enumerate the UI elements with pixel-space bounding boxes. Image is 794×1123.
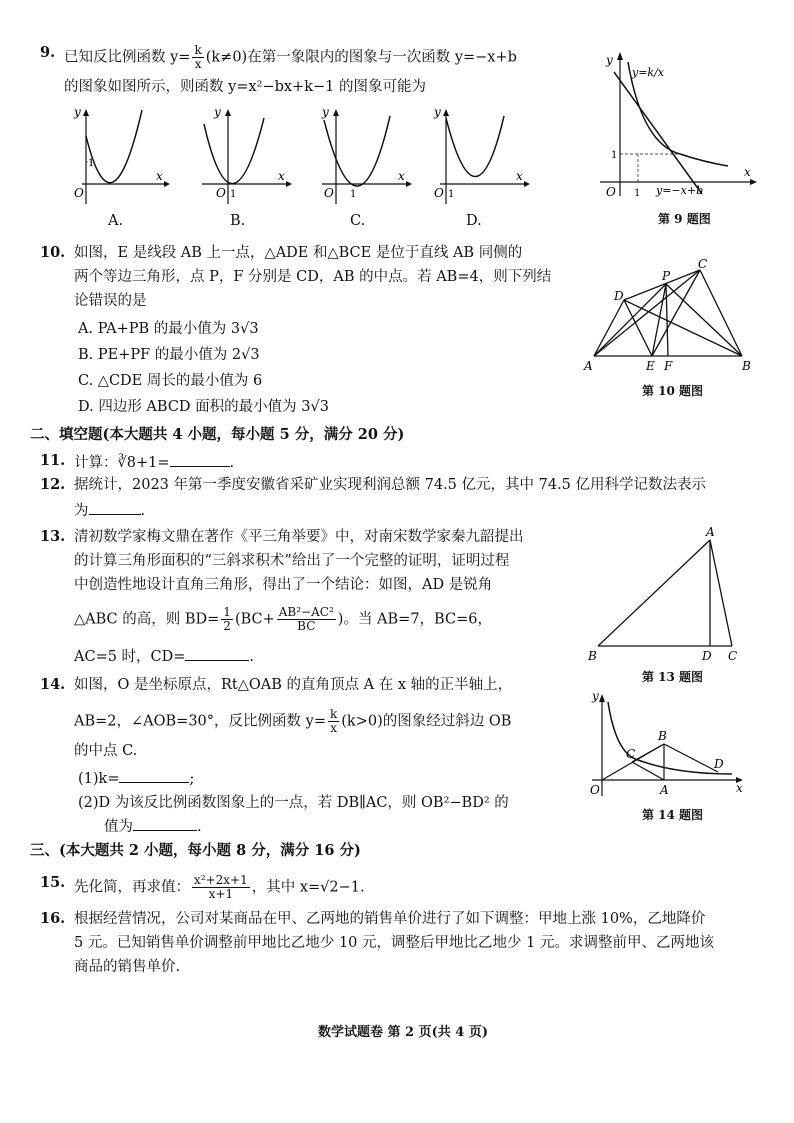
q10-line1: 如图，E 是线段 AB 上一点，△ADE 和△BCE 是位于直线 AB 同侧的 — [74, 245, 523, 261]
q13-number: 13. — [40, 528, 66, 545]
q9-option-b-graph — [194, 106, 294, 206]
q10-option-c: C. △CDE 周长的最小值为 6 — [78, 373, 263, 389]
q14-line3: 的中点 C. — [74, 743, 138, 759]
q9a-axis-y: y — [74, 106, 81, 119]
q13-point-d: D — [702, 649, 712, 663]
q13-end: . — [249, 649, 255, 665]
q13-line4-c: )。当 AB=7，BC=6， — [337, 611, 492, 628]
q10-caption: 第 10 题图 — [642, 384, 704, 398]
q14-sub2: (2)D 为该反比例函数图象上的一点，若 DB∥AC，则 OB²−BD² 的 — [78, 795, 509, 811]
q16-number: 16. — [40, 910, 66, 927]
q9-option-a-label: A. — [108, 213, 124, 229]
q13-figure — [584, 520, 754, 666]
q9b-axis-y: y — [214, 106, 221, 119]
section2-title: 二、填空题(本大题共 4 小题，每小题 5 分，满分 20 分) — [30, 426, 405, 443]
q9b-origin: O — [216, 186, 226, 200]
q9fig-one-y: 1 — [611, 150, 618, 161]
q9c-axis-y: y — [322, 106, 329, 119]
q12-end: . — [140, 503, 146, 519]
q14-sub1-blank[interactable] — [119, 768, 189, 783]
q9fig-one-x: 1 — [634, 188, 641, 199]
q13-line4 — [74, 606, 492, 633]
q10-point-p: P — [662, 269, 671, 283]
q13-line5-text: AC=5 时，CD= — [74, 649, 186, 665]
q13-point-c: C — [728, 649, 738, 663]
q9-frac — [192, 44, 203, 71]
q10-option-a: A. PA+PB 的最小值为 3√3 — [78, 321, 259, 337]
q13-half — [221, 606, 233, 633]
q9-figure — [594, 44, 764, 200]
q15-frac — [192, 874, 250, 901]
q14-sub1-text: (1)k= — [78, 771, 120, 787]
q12-line1: 据统计，2023 年第一季度安徽省采矿业实现利润总额 74.5 亿元，其中 74.5 亿用科学记数法表示 — [74, 477, 707, 493]
q15-text-b: ，其中 x=√2−1. — [251, 879, 365, 896]
q11-text: 计算：∛8+1= — [74, 455, 170, 471]
q10-option-b: B. PE+PF 的最小值为 2√3 — [78, 347, 260, 363]
q14-point-b: B — [658, 729, 667, 743]
q12-line2-text: 为 — [74, 503, 89, 519]
q13-line4-b: (BC+ — [234, 611, 275, 628]
q14-origin: O — [590, 783, 600, 797]
q13-half-num: 1 — [223, 605, 231, 619]
q9a-origin: O — [74, 186, 84, 200]
q13-frac-num: AB²−AC² — [278, 605, 334, 619]
q10-point-b: B — [742, 359, 751, 373]
q9-option-d-graph — [432, 106, 532, 206]
q11-number: 11. — [40, 452, 66, 469]
q10-line2: 两个等边三角形，点 P，F 分别是 CD，AB 的中点。若 AB=4，则下列结 — [74, 269, 552, 285]
q9b-one: 1 — [230, 189, 237, 200]
q11-answer-blank[interactable] — [170, 452, 230, 467]
q9c-origin: O — [324, 186, 334, 200]
q9-number: 9. — [40, 44, 56, 61]
q9-line1-b: (k≠0)在第一象限内的图象与一次函数 y=−x+b — [205, 49, 517, 66]
page-footer: 数学试题卷 第 2 页(共 4 页) — [318, 1025, 489, 1040]
q9d-axis-y: y — [434, 106, 441, 119]
q14-line2 — [74, 708, 511, 735]
q9fig-axis-y: y — [606, 53, 613, 67]
q9a-one: 1 — [88, 158, 95, 169]
q13-point-a: A — [706, 525, 715, 539]
q13-frac — [277, 606, 336, 633]
section3-title: 三、(本大题共 2 小题，每小题 8 分，满分 16 分) — [30, 842, 361, 859]
q14-sub2-b-text: 值为 — [104, 819, 133, 835]
q13-answer-blank[interactable] — [185, 646, 249, 661]
q14-caption: 第 14 题图 — [642, 808, 704, 822]
q16-line3: 商品的销售单价. — [74, 959, 181, 975]
q9-frac-x: x — [194, 57, 202, 71]
q15-text-a: 先化简，再求值： — [74, 879, 190, 896]
q15-line — [74, 874, 365, 901]
q14-sub2-blank[interactable] — [133, 816, 197, 831]
q9-option-c-graph — [314, 106, 414, 206]
q10-point-d: D — [614, 289, 624, 303]
q14-figure — [586, 688, 756, 800]
q9fig-axis-x: x — [744, 165, 751, 179]
q9-line2: 的图象如图所示，则函数 y=x²−bx+k−1 的图象可能为 — [64, 79, 426, 95]
q14-point-d: D — [714, 757, 724, 771]
q10-line3: 论错误的是 — [74, 293, 147, 309]
q14-axis-x: x — [736, 781, 743, 795]
q15-frac-num: x²+2x+1 — [194, 873, 248, 887]
q14-frac-x: x — [330, 721, 337, 735]
q9b-axis-x: x — [278, 169, 285, 183]
q15-number: 15. — [40, 874, 66, 891]
q9-option-a-graph — [72, 106, 172, 206]
q9fig-line-label: y=−x+b — [656, 184, 704, 197]
q14-sub2-b — [104, 816, 202, 836]
q13-line5 — [74, 646, 254, 666]
q9d-origin: O — [434, 186, 444, 200]
q13-line4-a: △ABC 的高，则 BD= — [74, 611, 220, 628]
q9fig-curve-label: y=k/x — [632, 66, 665, 79]
q12-answer-blank[interactable] — [89, 500, 141, 515]
q10-point-f: F — [664, 359, 673, 373]
q9-option-b-label: B. — [230, 213, 246, 229]
q13-frac-den: BC — [297, 619, 316, 633]
q9-line1-a: 已知反比例函数 y= — [64, 49, 191, 66]
q9d-one: 1 — [448, 189, 455, 200]
q10-point-c: C — [698, 257, 708, 271]
q16-line2: 5 元。已知销售单价调整前甲地比乙地少 10 元，调整后甲地比乙地少 1 元。求调整前甲、乙两地该 — [74, 935, 714, 951]
q14-end: . — [197, 819, 202, 835]
q13-line1: 清初数学家梅文鼎在著作《平三角举要》中，对南宋数学家秦九韶提出 — [74, 529, 524, 545]
q13-line2: 的计算三角形面积的“三斜求积术”给出了一个完整的证明，证明过程 — [74, 553, 510, 569]
q11-line — [74, 452, 234, 472]
q10-point-a: A — [584, 359, 593, 373]
q10-option-d: D. 四边形 ABCD 面积的最小值为 3√3 — [78, 399, 329, 415]
q13-line3: 中创造性地设计直角三角形，得出了一个结论：如图，AD 是锐角 — [74, 577, 493, 593]
q11-end: . — [229, 455, 235, 471]
q12-line2 — [74, 500, 145, 520]
q9d-axis-x: x — [516, 169, 523, 183]
q14-point-c: C — [626, 747, 636, 761]
q9-line1 — [64, 44, 517, 71]
q14-line2-a: AB=2，∠AOB=30°，反比例函数 y= — [74, 713, 326, 730]
q15-frac-den: x+1 — [208, 887, 234, 901]
q14-frac-k: k — [329, 707, 338, 721]
q9fig-origin: O — [606, 185, 616, 199]
q13-caption: 第 13 题图 — [642, 670, 704, 684]
q14-sub1-end: ; — [189, 771, 195, 787]
q14-line1: 如图，O 是坐标原点，Rt△OAB 的直角顶点 A 在 x 轴的正半轴上， — [74, 677, 513, 693]
q9c-axis-x: x — [398, 169, 405, 183]
q9-caption: 第 9 题图 — [658, 212, 711, 226]
q14-frac — [328, 708, 339, 735]
q10-point-e: E — [646, 359, 655, 373]
q14-axis-y: y — [592, 689, 599, 703]
q9-option-c-label: C. — [350, 213, 366, 229]
q9c-one: 1 — [350, 189, 357, 200]
q10-number: 10. — [40, 244, 66, 261]
q16-line1: 根据经营情况，公司对某商品在甲、乙两地的销售单价进行了如下调整：甲地上涨 10%，乙地降价 — [74, 911, 706, 927]
q14-point-a: A — [660, 783, 669, 797]
q12-number: 12. — [40, 476, 66, 493]
q14-line2-b: (k>0)的图象经过斜边 OB — [341, 713, 512, 730]
q13-point-b: B — [588, 649, 597, 663]
q9a-axis-x: x — [156, 169, 163, 183]
q14-sub1 — [78, 768, 194, 788]
q13-half-den: 2 — [223, 619, 231, 633]
q14-number: 14. — [40, 676, 66, 693]
q9-frac-k: k — [194, 43, 202, 57]
q9-option-d-label: D. — [466, 213, 482, 229]
q10-figure — [582, 256, 762, 376]
